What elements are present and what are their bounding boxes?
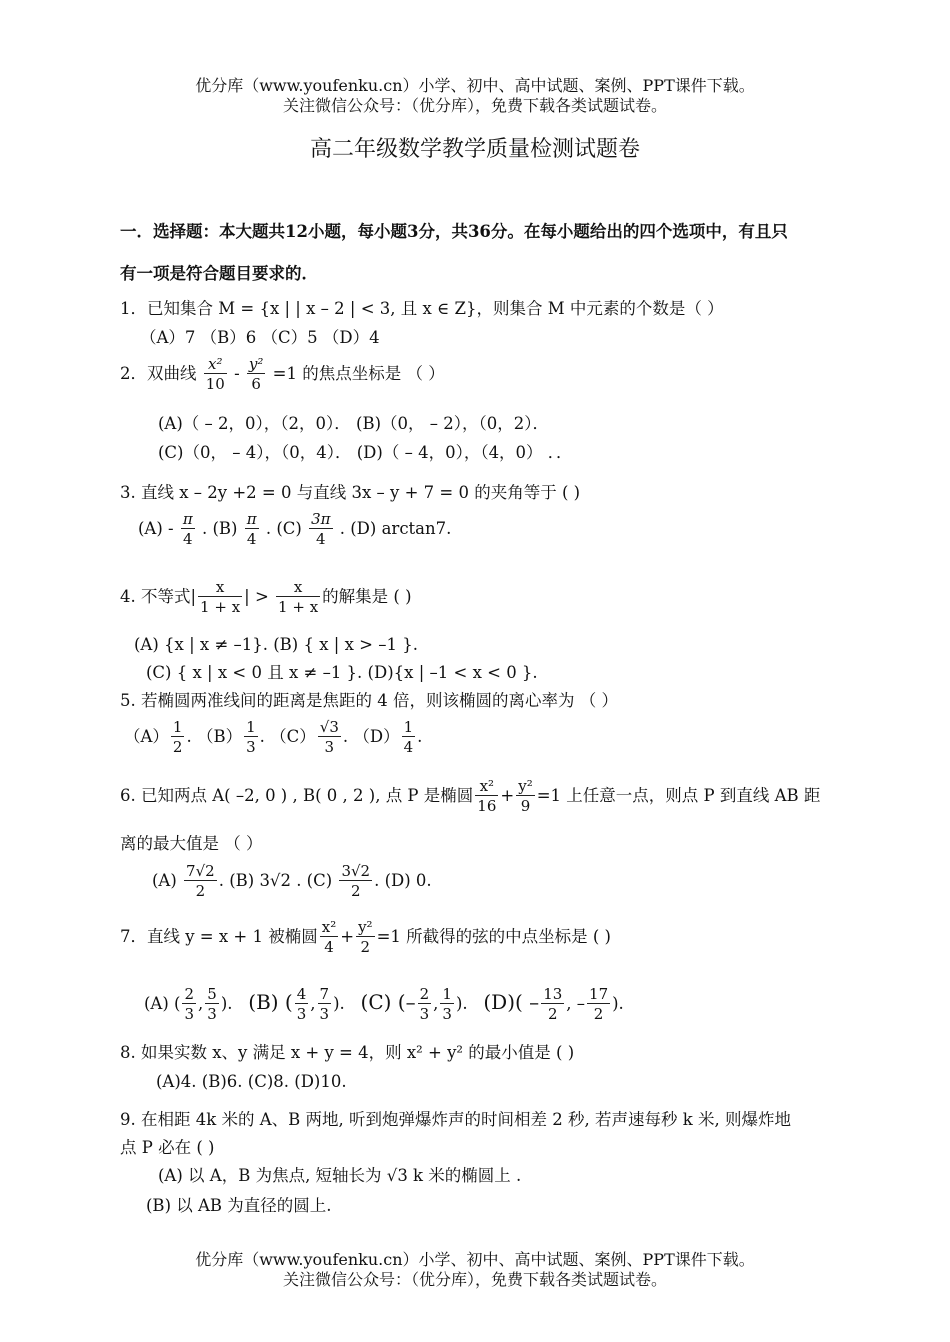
q2-num1: x² [208,355,223,373]
q4-d2: 1 + x [278,598,319,616]
q4-fraction-2 [276,578,320,617]
q7-d-end: ). [612,994,624,1013]
q3-c-num: 3π [311,510,331,528]
q7-d-frac-1 [541,985,564,1024]
q7-d2: 2 [356,936,375,957]
q5-end: . [417,727,423,746]
q7-b-n2: 7 [319,985,330,1003]
q3-b-fraction [245,510,259,549]
q2-options-ab: (A)（ – 2，0），（2，0）． (B)（0， – 2），（0，2）． [158,414,549,433]
q4-options-cd: (C) { x | x < 0 且 x ≠ –1 }. (D){x | –1 < x < 0 }. [146,663,538,682]
q5-a-den: 2 [172,738,183,756]
q7-a-label: (A) ( [144,994,181,1013]
q4-n1: x [215,578,225,596]
q4-fraction-1 [198,578,242,617]
q9-line-1: 9. 在相距 4k 米的 A、B 两地, 听到炮弹爆炸声的时间相差 2 秒, 若声速每秒 k 米, 则爆炸地 [120,1110,791,1129]
q4-stem-b: 的解集是 ( ) [322,587,412,606]
q7-b-label: (B) ( [248,990,293,1014]
q6-n1: x² [479,777,495,795]
q7-n1: x² [321,918,337,936]
q7-c-n2: 1 [442,985,452,1003]
q5-options [124,718,422,757]
q7-b-end: ). [333,994,345,1013]
q4-stem-a: 4. 不等式| [120,587,197,606]
q7-c-label: (C) (– [360,990,416,1014]
header-line-1: 优分库（www.youfenku.cn）小学、初中、高中试题、案例、PPT课件下载。 [195,76,755,95]
q4-stem [120,578,412,617]
q3-a-fraction [181,510,195,549]
q7-b-d2: 3 [319,1005,330,1023]
q7-stem [120,918,611,957]
q7-b-frac-1 [295,985,309,1024]
q7-a-d2: 3 [207,1005,217,1023]
q3-b-num: π [246,510,257,528]
section-heading-line-1: 一．选择题：本大题共12小题，每小题3分，共36分。在每小题给出的四个选项中，有且只 [120,222,788,241]
q2-minus: - [234,364,240,383]
q6-plus: + [500,786,515,805]
q5-stem: 5. 若椭圆两准线间的距离是焦距的 4 倍，则该椭圆的离心率为 （ ） [120,691,618,710]
q7-b-n1: 4 [296,985,307,1003]
q3-a-label: (A) - [138,519,174,538]
q2-options-cd: (C)（0， – 4），（0，4）． (D)（ – 4，0），（4，0） ．． [158,443,573,462]
q6-options [152,862,432,901]
q6-c-den: 2 [339,880,372,901]
q5-a-fraction [171,718,185,757]
q7-a-n2: 5 [207,985,217,1003]
q7-d-label: (D)( – [483,990,540,1014]
q5-d-den: 4 [403,738,414,756]
q7-b-comma: , [310,994,316,1013]
q7-d-comma: , – [566,994,586,1013]
q2-den2: 6 [247,373,266,394]
q6-stem-c: 离的最大值是 （ ） [120,834,263,853]
q7-c-end: ). [455,994,468,1013]
q2-stem [120,355,445,394]
q5-b-fraction [244,718,258,757]
q2-num2: y² [248,355,264,373]
q3-a-den: 4 [181,528,195,549]
q7-a-frac-2 [205,985,219,1024]
q6-d1: 16 [477,797,497,815]
q4-d1: 1 + x [200,598,241,616]
q6-a-den: 2 [184,880,217,901]
q6-c-num: 3√2 [341,862,371,880]
q5-b-den: 3 [246,738,256,756]
q7-stem-a: 7．直线 y = x + 1 被椭圆 [120,927,318,946]
q1-options: （A）7 （B）6 （C）5 （D）4 [140,328,380,347]
q6-stem-a: 6. 已知两点 A( –2, 0 ) , B( 0 , 2 ), 点 P 是椭圆 [120,786,474,805]
q2-fraction-1 [204,355,227,394]
q6-stem [120,777,820,816]
q4-options-ab: (A) {x | x ≠ –1}. (B) { x | x > –1 }. [134,635,418,654]
q6-stem-b: =1 上任意一点，则点 P 到直线 AB 距 [536,786,821,805]
q4-n2: x [293,578,303,596]
q8-stem: 8. 如果实数 x、y 满足 x + y = 4，则 x² + y² 的最小值是 ( ) [120,1043,575,1062]
q6-fraction-1 [475,777,498,816]
q7-c-comma: , [433,994,439,1013]
q5-c-num: √3 [319,718,339,736]
q3-c-fraction [309,510,332,549]
q7-d-n2: 17 [589,985,609,1003]
q7-a-comma: , [198,994,204,1013]
q5-c-den: 3 [318,736,341,757]
q6-a-num: 7√2 [186,862,215,880]
q8-options: (A)4. (B)6. (C)8. (D)10. [156,1072,347,1091]
q5-b-label: . （B） [186,727,243,746]
q6-fraction-2 [516,777,535,816]
section-heading-line-2: 有一项是符合题目要求的． [120,264,318,283]
q7-a-frac-1 [182,985,196,1024]
q7-d1: 4 [320,936,338,957]
q3-stem: 3. 直线 x – 2y +2 = 0 与直线 3x – y + 7 = 0 的夹角等于 ( ) [120,483,581,502]
header-line-2: 关注微信公众号：（优分库），免费下载各类试题试卷。 [282,96,667,115]
q5-c-fraction [318,718,341,757]
page-title: 高二年级数学教学质量检测试题卷 [309,137,640,162]
q6-c-fraction [339,862,372,901]
q5-a-label: （A） [124,727,169,746]
q6-a-fraction [184,862,217,901]
q5-a-num: 1 [172,718,183,736]
q5-c-label: . （C） [259,727,316,746]
q5-d-label: . （D） [342,727,400,746]
q7-a-end: ). [220,994,233,1013]
q7-c-frac-1 [418,985,432,1024]
q7-a-n1: 2 [184,985,195,1003]
footer-line-2: 关注微信公众号：（优分库），免费下载各类试题试卷。 [282,1270,667,1289]
q7-b-frac-2 [318,985,332,1024]
q5-b-num: 1 [246,718,256,736]
q7-d-d2: 2 [587,1003,610,1024]
q3-c-label: . (C) [265,519,302,538]
q3-c-den: 4 [309,528,332,549]
q3-a-num: π [182,510,193,528]
q7-options [144,985,624,1024]
q2-stem-a: 2．双曲线 [120,364,197,383]
q7-c-n1: 2 [419,985,430,1003]
q1-stem: 1．已知集合 M = {x | | x – 2 | < 3, 且 x ∈ Z}，则集合 M 中元素的个数是（ ） [120,299,724,318]
q5-d-num: 1 [403,718,414,736]
q7-d-d1: 2 [541,1003,564,1024]
q6-d2: 9 [516,795,535,816]
q3-d-label: . (D) arctan7. [339,519,452,538]
q5-d-fraction [402,718,416,757]
q6-a-label: (A) [152,871,177,890]
q7-c-d1: 3 [419,1005,430,1023]
q2-stem-b: =1 的焦点坐标是 （ ） [272,364,445,383]
q3-options [138,510,451,549]
q7-a-d1: 3 [184,1005,195,1023]
q7-d-frac-2 [587,985,610,1024]
q6-d-label: . (D) 0. [374,871,432,890]
q6-b-label: . (B) 3√2 . (C) [218,871,333,890]
q7-fraction-1 [320,918,338,957]
footer-line-1: 优分库（www.youfenku.cn）小学、初中、高中试题、案例、PPT课件下载。 [195,1250,755,1269]
q4-mid: | > [244,587,269,606]
q6-n2: y² [518,777,533,795]
q7-fraction-2 [356,918,375,957]
q2-fraction-2 [247,355,266,394]
q7-plus: + [340,927,355,946]
q3-b-den: 4 [245,528,259,549]
q9-line-2: 点 P 必在 ( ) [120,1138,215,1157]
q7-d-n1: 13 [543,985,563,1003]
q9-option-b: (B) 以 AB 为直径的圆上. [146,1196,332,1215]
q7-b-d1: 3 [296,1005,307,1023]
q9-option-a: (A) 以 A，B 为焦点, 短轴长为 √3 k 米的椭圆上 . [158,1166,522,1185]
q7-c-frac-2 [440,985,454,1024]
q7-n2: y² [358,918,373,936]
q7-c-d2: 3 [442,1005,452,1023]
q3-b-label: . (B) [201,519,238,538]
q2-den1: 10 [205,375,225,393]
q7-stem-b: =1 所截得的弦的中点坐标是 ( ) [376,927,611,946]
